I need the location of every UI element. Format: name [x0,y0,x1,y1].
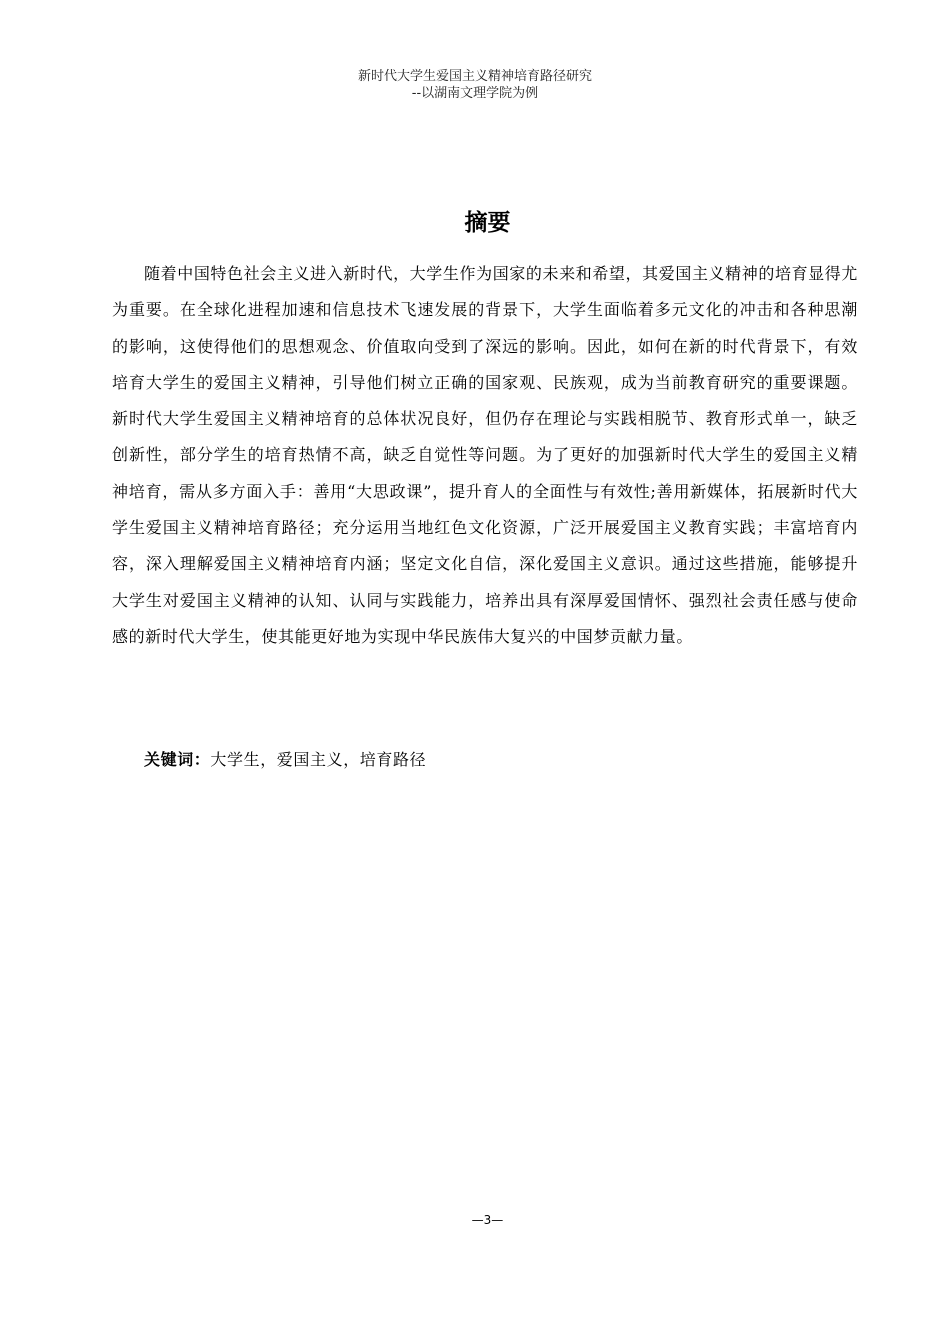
header-subtitle: --以湖南文理学院为例 [411,86,539,101]
keywords-label: 关键词： [144,750,211,769]
keywords-value: 大学生，爱国主义，培育路径 [210,750,427,769]
abstract-heading: 摘要 [464,210,511,236]
abstract-body: 随着中国特色社会主义进入新时代，大学生作为国家的未来和希望，其爱国主义精神的培育显得尤为重要。在全球化进程加速和信息技术飞速发展的背景下，大学生面临着多元文化的冲击和各种思潮的影响，这使得他们的思想观念、价值取向受到了深远的影响。因此，如何在新的时代背景下，有效培育大学生的爱国主义精神，引导他们树立正确的国家观、民族观，成为当前教育研究的重要课题。新时代大学生爱国主义精神培育的总体状况良好，但仍存在理论与实践相脱节、教育形式单一，缺乏创新性，部分学生的培育热情不高，缺乏自觉性等问题。为了更好的加强新时代大学生的爱国主义精神培育，需从多方面入手：善用“大思政课”，提升育人的全面性与有效性;善用新媒体，拓展新时代大学生爱国主义精神培育路径；充分运用当地红色文化资源，广泛开展爱国主义教育实践；丰富培育内容，深入理解爱国主义精神培育内涵；坚定文化自信，深化爱国主义意识。通过这些措施，能够提升大学生对爱国主义精神的认知、认同与实践能力，培养出具有深厚爱国情怀、强烈社会责任感与使命感的新时代大学生，使其能更好地为实现中华民族伟大复兴的中国梦贡献力量。 [112,264,858,646]
running-header [0,68,950,102]
header-title: 新时代大学生爱国主义精神培育路径研究 [357,69,592,84]
page-number: —3— [471,1213,504,1227]
keywords-line [144,744,844,776]
